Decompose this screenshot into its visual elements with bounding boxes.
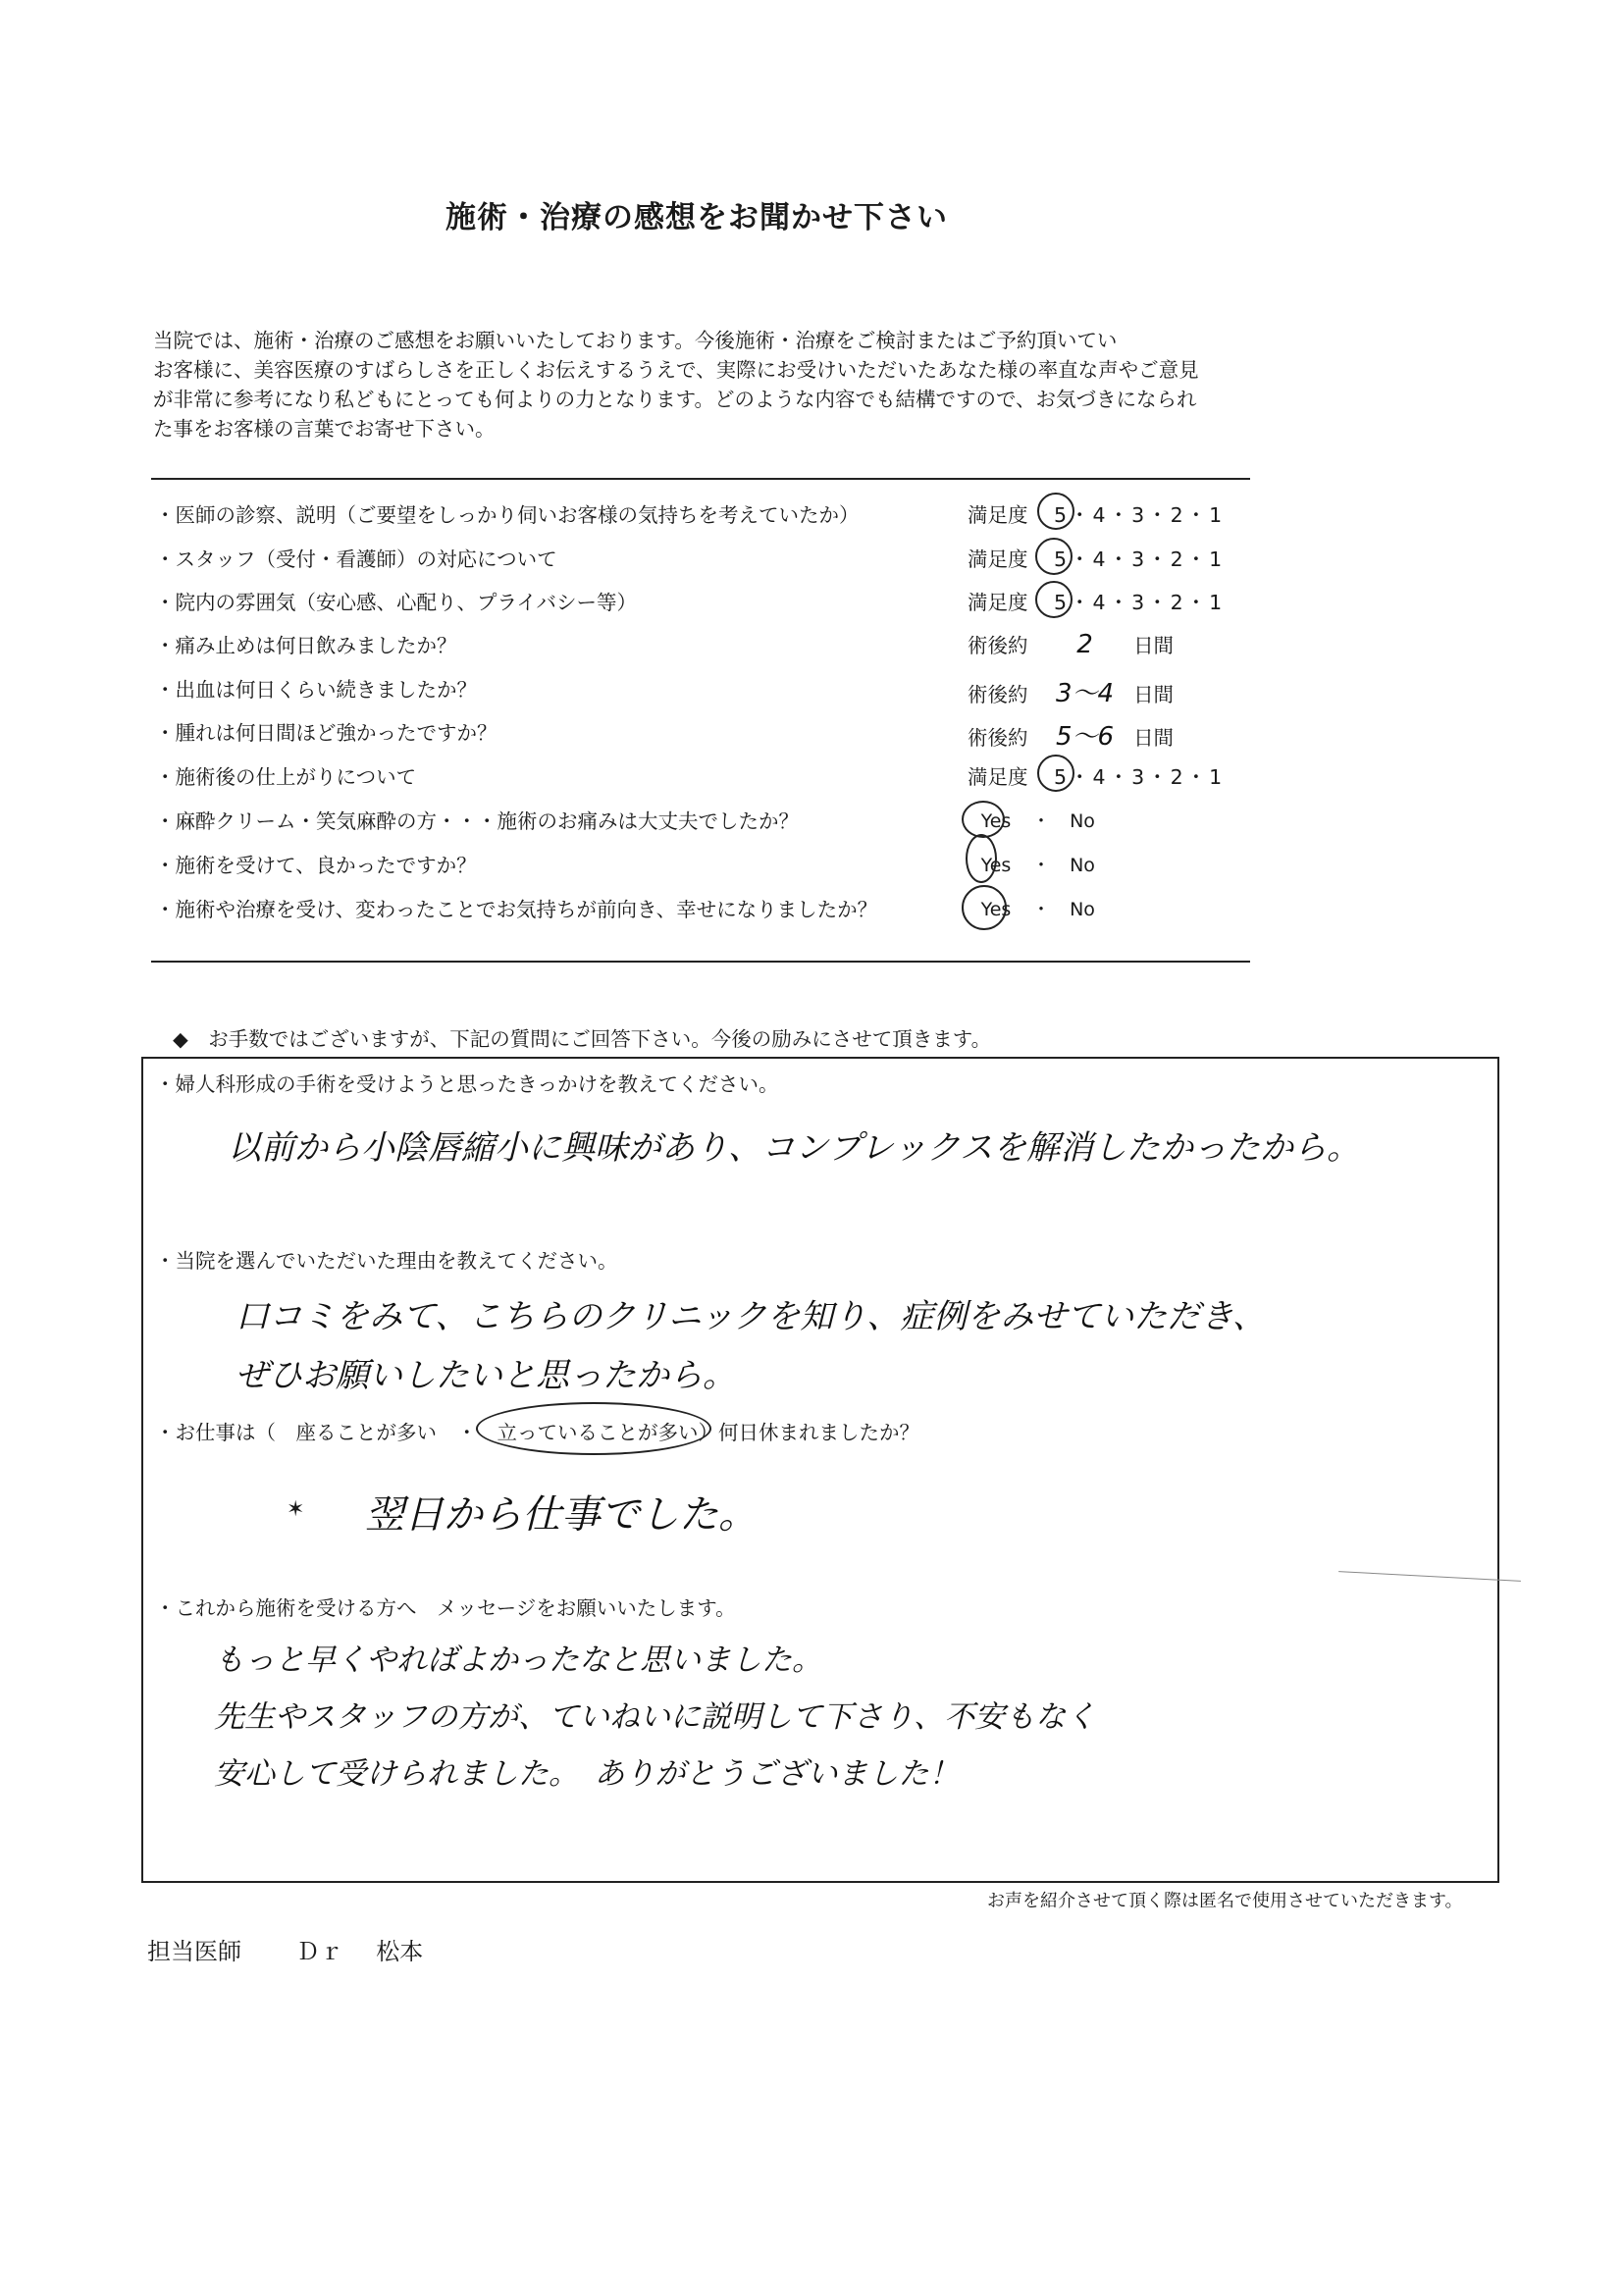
selected-rating-circle [1035,538,1073,575]
days-answer[interactable] [968,673,1174,709]
yes-option: Yes [980,899,1012,920]
no-option: No [1070,810,1095,832]
yes-no-answer[interactable]: Yes ・ No [968,851,1107,877]
rating-label: 満足度 [968,591,1028,614]
divider [151,961,1250,963]
page-title: 施術・治療の感想をお聞かせ下さい [445,200,948,235]
work-question [155,1416,919,1445]
question-label: ・お仕事は（ 座ることが多い ・ [155,1421,497,1444]
satisfaction-rating[interactable] [968,498,1225,528]
selected-yes-circle [962,885,1007,930]
days-answer[interactable] [968,716,1174,753]
question-label: ・これから施術を受ける方へ メッセージをお願いいたします。 [155,1596,736,1620]
attending-doctor [147,1932,423,1966]
handwritten-answer: 口コミをみて、こちらのクリニックを知り、症例をみせていただき、 [236,1297,1266,1336]
handwritten-answer: 安心して受けられました。 ありがとうございました！ [214,1756,960,1792]
days-prefix: 術後約 [968,683,1028,706]
scribble-mark: ✶ [287,1497,305,1522]
handwritten-days: 5〜6 [1055,722,1115,752]
section-note: ◆ お手数ではございますが、下記の質問にご回答下さい。今後の励みにさせて頂きます。 [173,1027,992,1051]
satisfaction-rating[interactable] [968,543,1225,572]
question-label: ・婦人科形成の手術を受けようと思ったきっかけを教えてください。 [155,1072,779,1096]
selected-yes-circle [962,801,1005,838]
intro-line: た事をお客様の言葉でお寄せ下さい。 [153,417,496,441]
selected-yes-circle [966,834,997,883]
doctor-label: 担当医師 [147,1938,241,1965]
rating-scale: 5・4・3・2・1 [1054,591,1226,614]
handwritten-days: 2 [1076,630,1093,659]
intro-line: お客様に、美容医療のすばらしさを正しくお伝えするうえで、実際にお受けいただいたあなた様の率直な声やご意見 [153,358,1199,382]
satisfaction-rating[interactable] [968,586,1225,615]
days-unit: 日間 [1133,634,1175,657]
question-label: ・院内の雰囲気（安心感、心配り、プライバシー等） [155,591,637,614]
selected-option-circle [476,1402,711,1455]
intro-line: 当院では、施術・治療のご感想をお願いいたしております。今後施術・治療をご検討またはご予約頂いてい [153,329,1118,352]
selected-rating-circle [1037,755,1074,792]
option-standing: 立っていることが多い [497,1421,699,1444]
no-option: No [1070,899,1095,920]
no-option: No [1070,855,1095,876]
yes-no-answer[interactable]: Yes ・ No [968,895,1107,921]
rating-label: 満足度 [968,548,1028,571]
doctor-prefix: Ｄｒ [295,1938,343,1965]
days-answer[interactable] [968,629,1174,659]
handwritten-answer: 翌日から仕事でした。 [365,1492,758,1538]
days-unit: 日間 [1133,683,1175,706]
question-label: ・出血は何日くらい続きましたか？ [155,678,477,702]
rating-scale: 5・4・3・2・1 [1054,503,1226,527]
intro-line: が非常に参考になり私どもにとっても何よりの力となります。どのような内容でも結構ですので、お気づきになられ [153,388,1197,411]
selected-rating-circle [1037,493,1074,530]
handwritten-answer: ぜひお願いしたいと思ったから。 [236,1356,736,1395]
question-label: ・スタッフ（受付・看護師）の対応について [155,548,557,571]
circled-option [497,1416,699,1445]
question-suffix: ）何日休まれましたか？ [698,1421,919,1444]
question-label: ・腫れは何日間ほど強かったですか？ [155,721,497,745]
question-label: ・施術や治療を受け、変わったことでお気持ちが前向き、幸せになりましたか？ [155,898,878,921]
rating-label: 満足度 [968,503,1028,527]
handwritten-answer: もっと早くやればよかったなと思いました。 [214,1643,822,1678]
rating-label: 満足度 [968,765,1028,789]
question-label: ・痛み止めは何日飲みましたか？ [155,634,457,657]
question-label: ・施術後の仕上がりについて [155,765,417,789]
anonymity-note: お声を紹介させて頂く際は匿名で使用させていただきます。 [987,1891,1463,1911]
days-prefix: 術後約 [968,634,1028,657]
rating-scale: 5・4・3・2・1 [1054,548,1226,571]
question-label: ・医師の診察、説明（ご要望をしっかり伺いお客様の気持ちを考えていたか） [155,503,860,527]
handwritten-answer: 以前から小陰唇縮小に興味があり、コンプレックスを解消したかったから。 [228,1128,1360,1168]
doctor-name: 松本 [376,1938,424,1965]
divider [151,478,1250,480]
handwritten-days: 3〜4 [1055,679,1115,708]
question-label: ・施術を受けて、良かったですか？ [155,854,477,877]
yes-option: Yes [980,810,1012,832]
yes-no-answer[interactable]: Yes ・ No [968,807,1107,833]
question-label: ・当院を選んでいただいた理由を教えてください。 [155,1249,618,1273]
yes-option: Yes [980,855,1012,876]
days-unit: 日間 [1133,726,1175,750]
handwritten-answer: 先生やスタッフの方が、ていねいに説明して下さり、不安もなく [214,1699,1096,1735]
days-prefix: 術後約 [968,726,1028,750]
question-label: ・麻酔クリーム・笑気麻酔の方・・・施術のお痛みは大丈夫でしたか？ [155,809,799,833]
rating-scale: 5・4・3・2・1 [1054,765,1226,789]
selected-rating-circle [1035,581,1073,618]
satisfaction-rating[interactable] [968,760,1225,790]
